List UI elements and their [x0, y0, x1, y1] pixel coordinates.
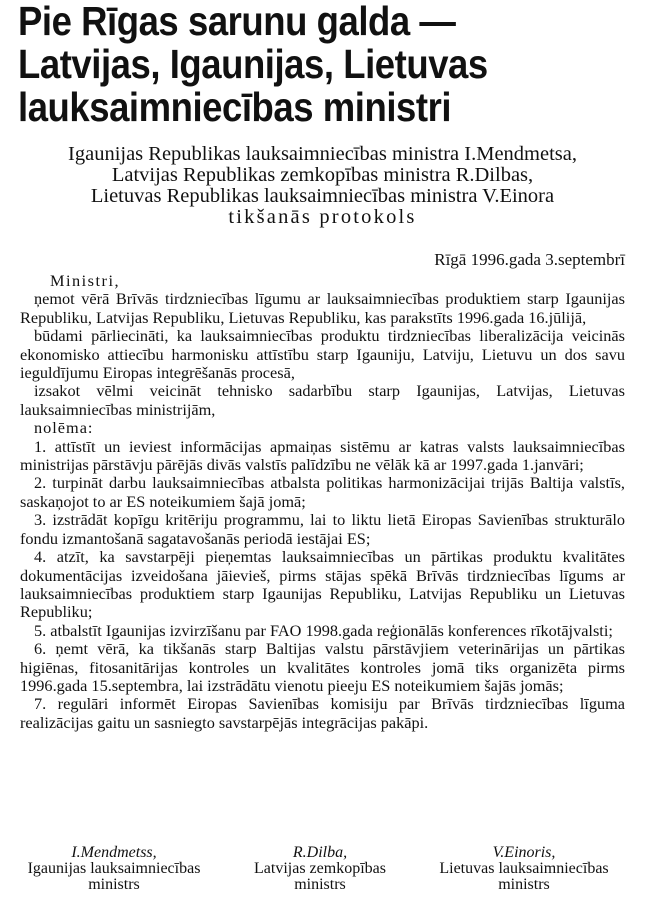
signatory-name: V.Einoris, — [492, 844, 556, 861]
signatory-title: Igaunijas lauksaimniecības — [27, 860, 201, 877]
protocol-body — [20, 272, 625, 732]
decision-point: 6. ņemt vērā, ka tikšanās starp Baltijas valstu pārstāvjiem veterinārijas un pārtikas higiēnas, fitosanitārijas kontroles un kvalitātes kontroles jomā tiks organizēta pirms 1996.gada 15.septembra, lai izstrādātu vienotu pieeju ES noteikumiem šajās jomās; — [20, 639, 625, 695]
signatory-title: Lietuvas lauksaimniecības — [439, 860, 609, 877]
signatory-name: R.Dilba, — [292, 844, 348, 861]
decision-point: 5. atbalstīt Igaunijas izvirzīšanu par FAO 1998.gada reģionālās konferences rīkotājvalsti; — [34, 620, 613, 640]
subheading — [0, 144, 645, 228]
decision-point: 1. attīstīt un ieviest informācijas apmaiņas sistēmu ar katras valsts lauksaimniecības ministrijas pārstāvju pārējās divās valstīs palīdzību ne vēlāk kā ar 1997.gada 1.janvāri; — [20, 436, 625, 475]
subhead-line: Lietuvas Republikas lauksaimniecības ministra V.Einora — [90, 185, 555, 207]
signature-block — [424, 845, 624, 893]
decided-word: nolēma: — [34, 418, 94, 438]
decision-point: 3. izstrādāt kopīgu kritēriju programmu, lai to liktu lietā Eiropas Savienības strukturālo fondu izmantošanā sagatavošanās periodā iestājai ES; — [20, 510, 625, 548]
signatory-name: I.Mendmetss, — [71, 844, 157, 861]
preamble-paragraph: būdami pārliecināti, ka lauksaimniecības produktu tirdzniecības liberalizācija veicinās ekonomisko attiecību harmonisku attīstību starp Igauniju, Latviju, Lietuvu un dos savu ieguldījumu Eiropas integrēšanās procesā, — [20, 326, 625, 383]
decision-point: 4. atzīt, ka savstarpēji pieņemtas lauksaimniecības un pārtikas produktu kvalitātes dokumentācijas izveidošana jāievieš, pirms stājas spēkā Brīvās tirdzniecības līgums ar lauksaimniecības produktiem starp Igaunijas Republiku, Latvijas Republiku un Lietuvas Republiku; — [20, 547, 625, 622]
subhead-line: Latvijas Republikas zemkopības ministra R.Dilbas, — [111, 164, 534, 186]
decision-point: 7. regulāri informēt Eiropas Savienības komisiju par Brīvās tirdzniecības līguma realizācijas gaitu un sasniegto savstarpējās integrācijas pakāpi. — [20, 694, 625, 732]
dateline: Rīgā 1996.gada 3.septembrī — [434, 250, 625, 269]
headline — [18, 0, 570, 129]
opening-word: Ministri, — [50, 271, 121, 290]
headline-line: Latvijas, Igaunijas, Lietuvas — [18, 41, 488, 87]
signatory-title: Latvijas zemkopības — [254, 860, 386, 877]
preamble-paragraph: ņemot vērā Brīvās tirdzniecības līgumu ar lauksaimniecības produktiem starp Igaunijas Republiku, Latvijas Republiku, Lietuvas Republiku, kas parakstīts 1996.gada 16.jūlijā, — [20, 289, 625, 327]
signatory-role: ministrs — [498, 876, 550, 893]
headline-line: lauksaimniecības ministri — [18, 84, 452, 130]
signature-block — [220, 845, 420, 893]
signatory-role: ministrs — [294, 876, 346, 893]
decision-point: 2. turpināt darbu lauksaimniecības atbalsta politikas harmonizācijai trijās Baltija valstīs, saskaņojot to ar ES noteikumiem šajā jomā; — [20, 473, 625, 511]
headline-line: Pie Rīgas sarunu galda — — [18, 0, 456, 44]
signatory-role: ministrs — [88, 876, 140, 893]
signature-block — [14, 845, 214, 893]
subhead-line: Igaunijas Republikas lauksaimniecības ministra I.Mendmetsa, — [68, 143, 577, 165]
document-title: tikšanās protokols — [228, 206, 417, 228]
preamble-paragraph: izsakot vēlmi veicināt tehnisko sadarbību starp Igaunijas, Latvijas, Lietuvas lauksaimniecības ministrijām, — [20, 381, 625, 419]
